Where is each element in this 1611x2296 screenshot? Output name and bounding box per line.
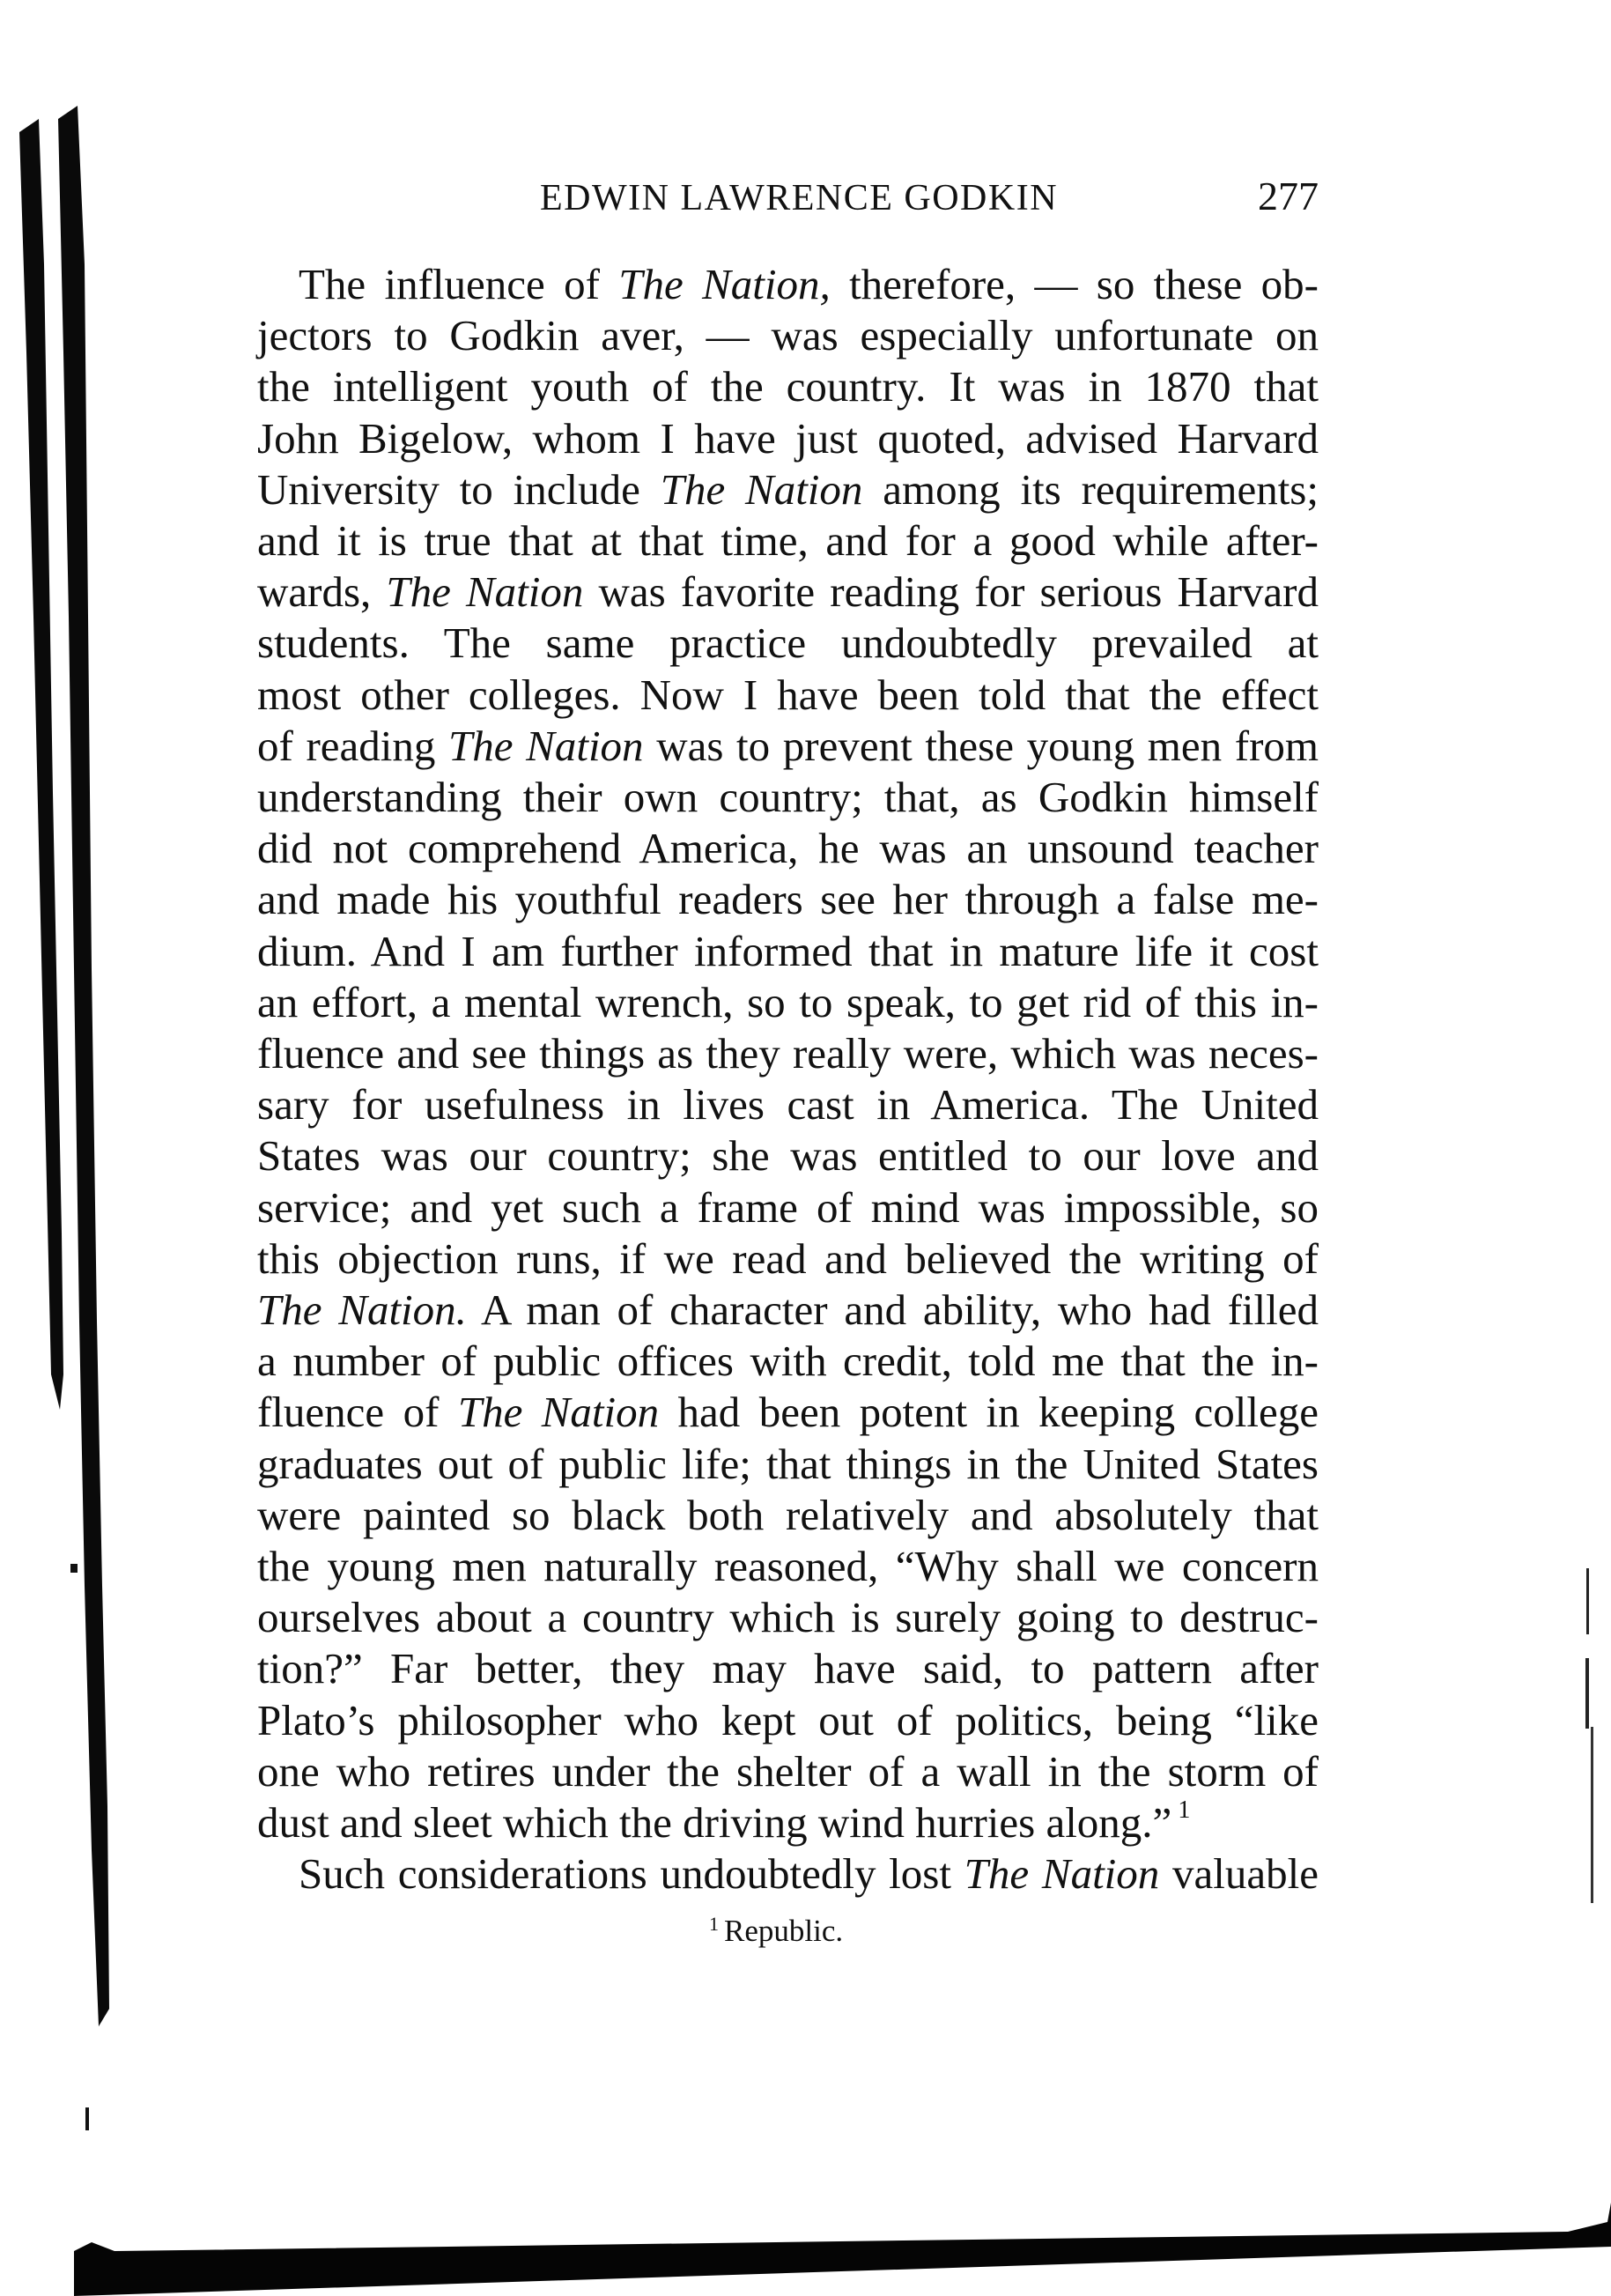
text-run: and made his youthful readers see her through a false me-: [257, 875, 1319, 924]
text-run: a number of public offices with credit, told me that the in-: [257, 1337, 1319, 1386]
text-line: [257, 1336, 1319, 1387]
text-run: students. The same practice undoubtedly prevailed at: [257, 618, 1319, 668]
edge-speck: [1585, 1658, 1589, 1729]
text-run: did not comprehend America, he was an unsound teacher: [257, 824, 1319, 873]
text-line: [257, 823, 1319, 874]
text-line: [257, 926, 1319, 977]
text-line: [257, 874, 1319, 925]
text-run: dium. And I am further informed that in mature life it cost: [257, 926, 1319, 975]
text-run: of reading: [257, 721, 449, 770]
edge-speck: [1586, 1568, 1589, 1634]
text-line: [299, 1848, 1319, 1900]
text-line: [257, 977, 1319, 1028]
spine-speck: [85, 2107, 89, 2130]
running-head: EDWIN LAWRENCE GODKIN: [540, 178, 1059, 218]
text-line: [257, 1490, 1319, 1541]
text-line: [257, 618, 1319, 669]
text-line: [257, 1182, 1319, 1233]
edge-speck: [1591, 1727, 1593, 1903]
text-run: The influence of: [299, 260, 619, 308]
text-line: [257, 1695, 1319, 1746]
text-run: A man of character and ability, who had filled: [466, 1285, 1319, 1334]
text-run: the young men naturally reasoned, “Why shall we concern: [257, 1542, 1319, 1590]
text-line: [257, 1439, 1319, 1490]
text-run: understanding their own country; that, as Godkin himself: [257, 773, 1319, 821]
text-line: [257, 567, 1319, 618]
text-run: ourselves about a country which is surely going to destruc-: [257, 1593, 1319, 1642]
italic-title: The Nation: [964, 1849, 1160, 1899]
text-line: [257, 361, 1319, 412]
italic-title: The Nation,: [618, 260, 831, 308]
footnote: [709, 1912, 843, 1951]
text-run: one who retires under the shelter of a wall in the storm of: [257, 1746, 1319, 1796]
text-run: the intelligent youth of the country. It was in 1870 that: [257, 362, 1319, 411]
text-run: jectors to Godkin aver, — was especially unfortunate on: [257, 311, 1319, 360]
text-run: were painted so black both relatively and absolutely that: [257, 1490, 1319, 1539]
text-line: [257, 1285, 1319, 1336]
spine-shadow-right: [58, 106, 109, 2026]
text-line: [257, 1592, 1319, 1643]
text-run: fluence and see things as they really were, which was neces-: [257, 1029, 1319, 1078]
italic-title: The Nation.: [257, 1285, 467, 1334]
text-run: this objection runs, if we read and believed the writing of: [257, 1233, 1319, 1283]
text-run: John Bigelow, whom I have just quoted, advised Harvard: [257, 413, 1319, 463]
text-run: fluence of: [257, 1388, 458, 1437]
text-line: [257, 1387, 1319, 1438]
text-line: [257, 1233, 1319, 1285]
text-run: was favorite reading for serious Harvard: [583, 567, 1319, 617]
text-line: [257, 310, 1319, 361]
text-line: [257, 1028, 1319, 1079]
text-run: most other colleges. Now I have been told that the effect: [257, 670, 1319, 719]
text-line: [257, 413, 1319, 464]
text-run: wards,: [257, 567, 387, 617]
text-line: [257, 772, 1319, 823]
footnote-reference: 1: [1171, 1796, 1191, 1824]
text-run: an effort, a mental wrench, so to speak, to get rid of this in-: [257, 977, 1319, 1026]
italic-title: The Nation: [660, 464, 863, 514]
text-run: and it is true that at that time, and for a good while after-: [257, 516, 1319, 565]
text-line: [257, 464, 1319, 515]
text-run: among its requirements;: [862, 464, 1319, 514]
italic-title: The Nation: [386, 567, 584, 617]
text-run: therefore, — so these ob-: [830, 260, 1319, 308]
text-run: tion?” Far better, they may have said, to pattern after: [257, 1644, 1319, 1693]
spine-speck: [70, 1564, 78, 1573]
text-run: sary for usefulness in lives cast in America. The United: [257, 1080, 1319, 1129]
footnote-marker: 1: [709, 1913, 719, 1935]
footnote-text: Republic.: [724, 1914, 844, 1948]
text-run: had been potent in keeping college: [659, 1388, 1319, 1437]
text-line: [257, 670, 1319, 721]
text-line: [257, 1746, 1319, 1797]
text-run: University to include: [257, 464, 661, 514]
text-run: dust and sleet which the driving wind hurries along.”: [257, 1798, 1172, 1847]
bottom-page-edge: [74, 2203, 1611, 2296]
text-run: service; and yet such a frame of mind was impossible, so: [257, 1182, 1319, 1232]
text-line: [257, 515, 1319, 567]
text-line: [257, 1130, 1319, 1181]
text-run: valuable: [1159, 1849, 1319, 1899]
italic-title: The Nation: [457, 1388, 660, 1437]
text-run: graduates out of public life; that things in the United States: [257, 1439, 1319, 1488]
text-run: States was our country; she was entitled to our love and: [257, 1131, 1319, 1181]
text-line: [299, 259, 1319, 310]
text-line: [257, 1541, 1319, 1592]
text-run: Such considerations undoubtedly lost: [299, 1849, 964, 1899]
page-number: 277: [1258, 174, 1319, 218]
text-line: [257, 1643, 1319, 1694]
text-line: [257, 1797, 1319, 1848]
text-line: [257, 1079, 1319, 1130]
text-line: [257, 721, 1319, 772]
italic-title: The Nation: [448, 721, 644, 770]
text-run: Plato’s philosopher who kept out of politics, being “like: [257, 1695, 1319, 1744]
text-run: was to prevent these young men from: [643, 721, 1319, 770]
spine-shadow-left: [19, 119, 63, 1410]
